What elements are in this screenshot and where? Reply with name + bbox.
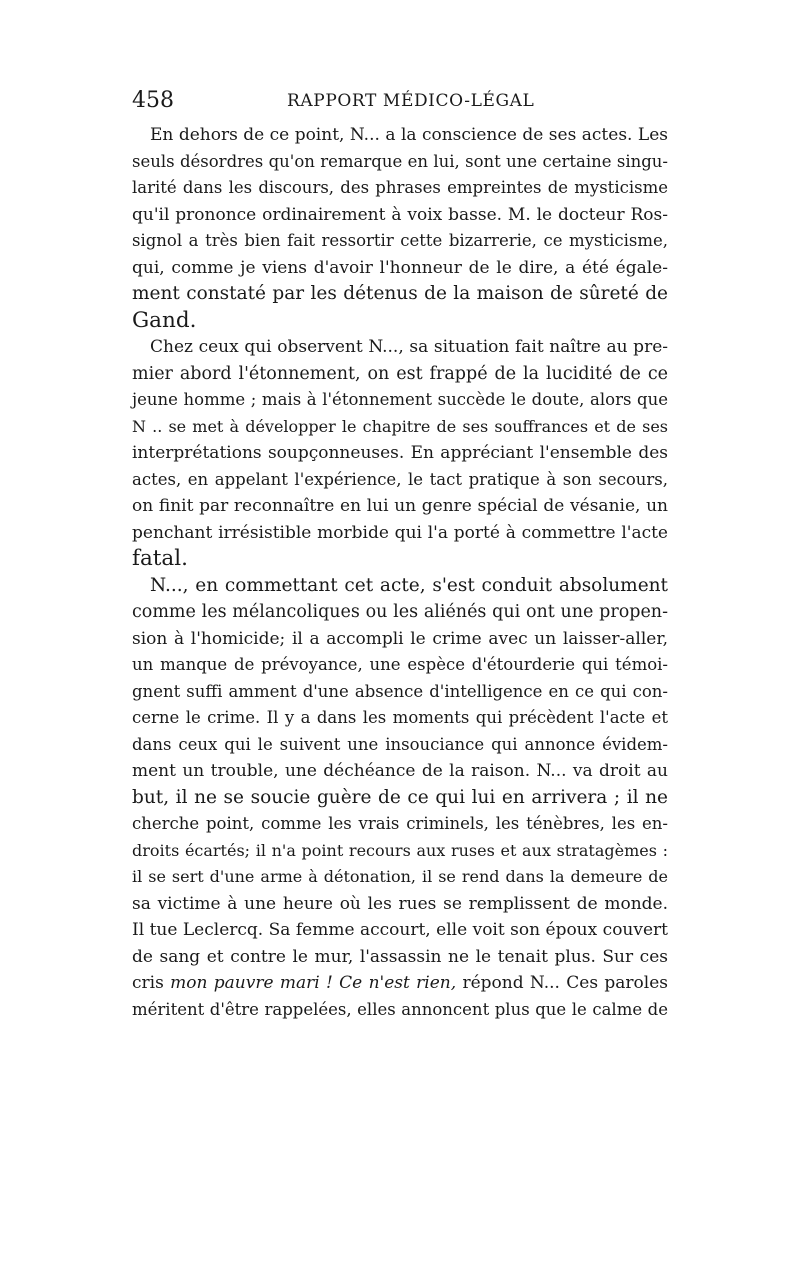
running-head: RAPPORT MÉDICO-LÉGAL bbox=[287, 91, 535, 111]
text-line: Il tue Leclercq. Sa femme accourt, elle voit son époux couvert bbox=[132, 920, 668, 940]
text-line: comme les mélancoliques ou les aliénés qui ont une propen- bbox=[132, 602, 668, 622]
text-line: signol a très bien fait ressortir cette bizarrerie, ce mysticisme, bbox=[132, 231, 668, 250]
text-line: Chez ceux qui observent N..., sa situation fait naître au pre- bbox=[150, 337, 668, 357]
text-line-with-quote bbox=[132, 970, 668, 997]
text-line: Gand. bbox=[132, 307, 197, 333]
text-fragment: répond N... Ces paroles bbox=[456, 973, 668, 993]
paragraph-2 bbox=[132, 334, 668, 573]
text-line: gnent suffi amment d'une absence d'intelligence en ce qui con- bbox=[132, 681, 668, 701]
text-line: mier abord l'étonnement, on est frappé de la lucidité de ce bbox=[132, 363, 668, 384]
text-line: interprétations soupçonneuses. En appréciant l'ensemble des bbox=[132, 443, 668, 463]
text-line: de sang et contre le mur, l'assassin ne le tenait plus. Sur ces bbox=[132, 946, 668, 967]
page-number: 458 bbox=[132, 88, 174, 113]
text-fragment: cris bbox=[132, 973, 171, 993]
text-line: méritent d'être rappelées, elles annoncent plus que le calme de bbox=[132, 999, 668, 1019]
text-line: cherche point, comme les vrais criminels, les ténèbres, les en- bbox=[132, 814, 668, 833]
text-line: larité dans les discours, des phrases empreintes de mysticisme bbox=[132, 178, 668, 197]
text-line: fatal. bbox=[132, 546, 188, 571]
text-line: cerne le crime. Il y a dans les moments qui précèdent l'acte et bbox=[132, 708, 668, 727]
text-line: on finit par reconnaître en lui un genre spécial de vésanie, un bbox=[132, 496, 668, 516]
text-line: qui, comme je viens d'avoir l'honneur de le dire, a été égale- bbox=[132, 257, 668, 278]
text-line: N..., en commettant cet acte, s'est conduit absolument bbox=[150, 574, 668, 596]
text-line: un manque de prévoyance, une espèce d'étourderie qui témoi- bbox=[132, 655, 668, 674]
text-line: penchant irrésistible morbide qui l'a porté à commettre l'acte bbox=[132, 522, 668, 543]
text-line: dans ceux qui le suivent une insouciance qui annonce évidem- bbox=[132, 734, 668, 754]
text-line: droits écartés; il n'a point recours aux ruses et aux stratagèmes : bbox=[132, 840, 668, 860]
text-line: ment un trouble, une déchéance de la raison. N... va droit au bbox=[132, 761, 668, 781]
italic-quote: mon pauvre mari ! Ce n'est rien, bbox=[170, 973, 457, 993]
text-line: sion à l'homicide; il a accompli le crime avec un laisser-aller, bbox=[132, 628, 668, 649]
page-header bbox=[132, 88, 668, 118]
text-line: jeune homme ; mais à l'étonnement succède le doute, alors que bbox=[132, 390, 668, 409]
text-line: but, il ne se soucie guère de ce qui lui en arrivera ; il ne bbox=[132, 786, 668, 808]
text-line: actes, en appelant l'expérience, le tact pratique à son secours, bbox=[132, 469, 668, 489]
body-text bbox=[132, 122, 668, 1023]
paragraph-1 bbox=[132, 122, 668, 334]
text-line: ment constaté par les détenus de la maison de sûreté de bbox=[132, 283, 668, 304]
text-line: En dehors de ce point, N... a la conscience de ses actes. Les bbox=[150, 125, 668, 145]
paragraph-3 bbox=[132, 573, 668, 1024]
text-line: sa victime à une heure où les rues se remplissent de monde. bbox=[132, 893, 668, 914]
text-line: il se sert d'une arme à détonation, il se rend dans la demeure de bbox=[132, 867, 668, 886]
text-line: N .. se met à développer le chapitre de ses souffrances et de ses bbox=[132, 416, 668, 436]
text-line: qu'il prononce ordinairement à voix basse. M. le docteur Ros- bbox=[132, 204, 668, 225]
text-line: seuls désordres qu'on remarque en lui, sont une certaine singu- bbox=[132, 151, 668, 171]
